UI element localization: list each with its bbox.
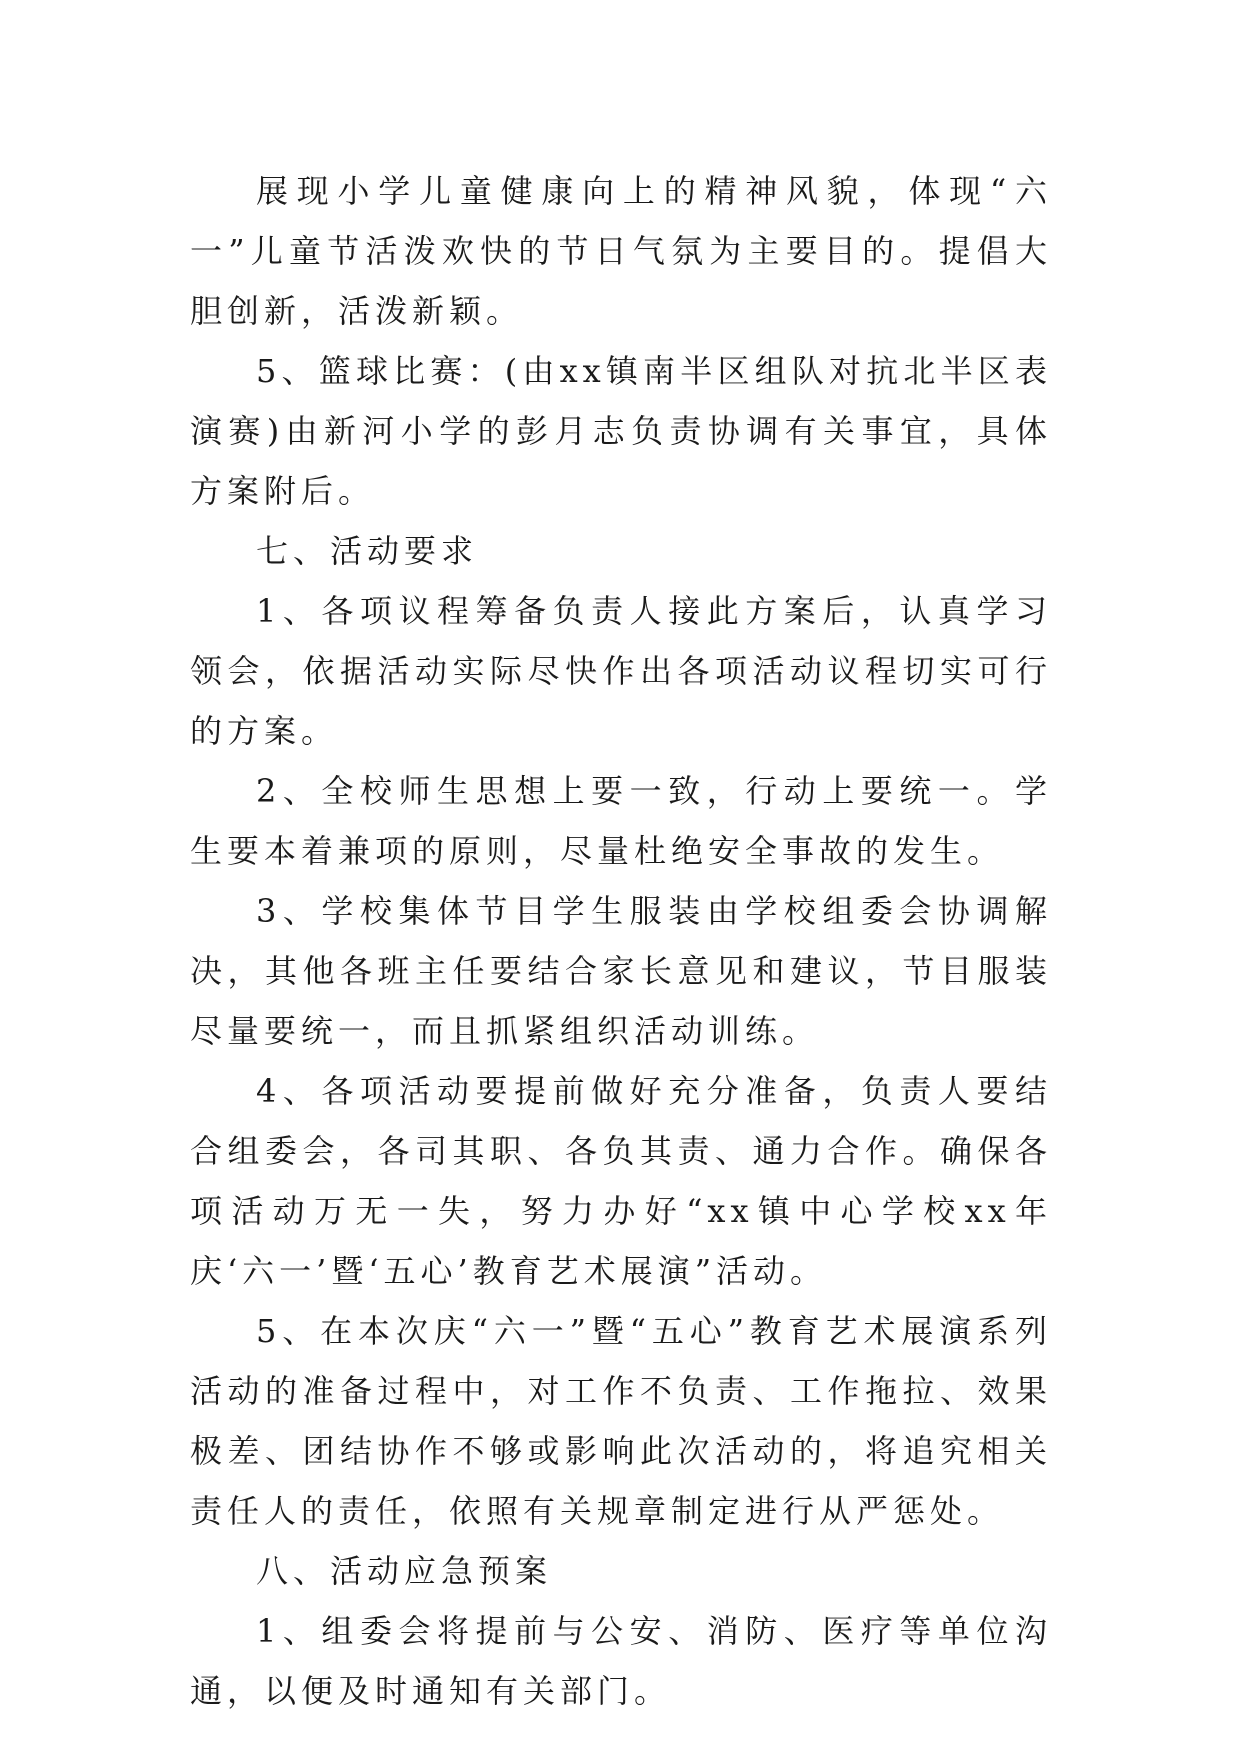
section-heading-requirements: 七、活动要求 — [256, 532, 479, 570]
requirement-item-2: 2、全校师生思想上要一致，行动上要统一。学生要本着兼项的原则，尽量杜绝安全事故的发生。 — [190, 772, 1052, 870]
paragraph-goal: 展现小学儿童健康向上的精神风貌，体现“六一”儿童节活泼欢快的节日气氛为主要目的。提倡大胆创新，活泼新颖。 — [190, 172, 1052, 330]
document-body — [190, 161, 1052, 1721]
requirement-item-1: 1、各项议程筹备负责人接此方案后，认真学习领会，依据活动实际尽快作出各项活动议程切实可行的方案。 — [190, 592, 1052, 750]
requirement-item-5: 5、在本次庆“六一”暨“五心”教育艺术展演系列活动的准备过程中，对工作不负责、工作拖拉、效果极差、团结协作不够或影响此次活动的，将追究相关责任人的责任，依照有关规章制定进行从严惩处。 — [190, 1312, 1052, 1530]
section-heading-emergency: 八、活动应急预案 — [256, 1552, 553, 1590]
paragraph-basketball: 5、篮球比赛：(由xx镇南半区组队对抗北半区表演赛)由新河小学的彭月志负责协调有关事宜，具体方案附后。 — [190, 352, 1052, 510]
emergency-item-1: 1、组委会将提前与公安、消防、医疗等单位沟通，以便及时通知有关部门。 — [190, 1612, 1052, 1710]
requirement-item-4: 4、各项活动要提前做好充分准备，负责人要结合组委会，各司其职、各负其责、通力合作。确保各项活动万无一失，努力办好“xx镇中心学校xx年庆‘六一’暨‘五心’教育艺术展演”活动。 — [190, 1072, 1052, 1290]
requirement-item-3: 3、学校集体节目学生服装由学校组委会协调解决，其他各班主任要结合家长意见和建议，节目服装尽量要统一，而且抓紧组织活动训练。 — [190, 892, 1052, 1050]
